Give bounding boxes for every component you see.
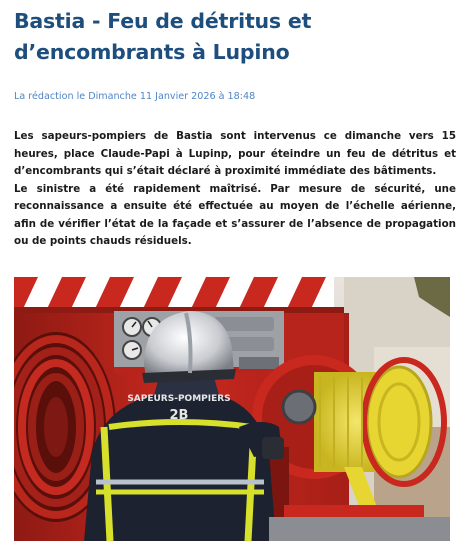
article-byline[interactable]: La rédaction le Dimanche 11 Janvier 2026 à 18:48	[14, 91, 256, 102]
paragraph-2: Le sinistre a été rapidement maîtrisé. Par mesure de sécurité, une reconnaissance a ensuite été effectuée au moyen de l’échelle aérienne, afin de vérifier l’état de la façade et s’assurer de l’absence de propagation ou de points chauds résiduels.	[14, 182, 456, 247]
jacket-text-1: SAPEURS-POMPIERS	[127, 394, 231, 404]
paragraph-1: Les sapeurs-pompiers de Bastia sont intervenus ce dimanche vers 15 heures, place Claude-Papi à Lupinp, pour éteindre un feu de détritus et d’encombrants qui s’était déclaré à proximité immédiate des bâtiments.	[14, 130, 456, 177]
article-photo	[14, 277, 450, 541]
article-body	[14, 128, 456, 251]
jacket-text-2: 2B	[169, 408, 189, 423]
truck-chevron-band	[14, 277, 344, 313]
article-title: Bastia - Feu de détritus et d’encombrants à Lupino	[14, 9, 312, 64]
